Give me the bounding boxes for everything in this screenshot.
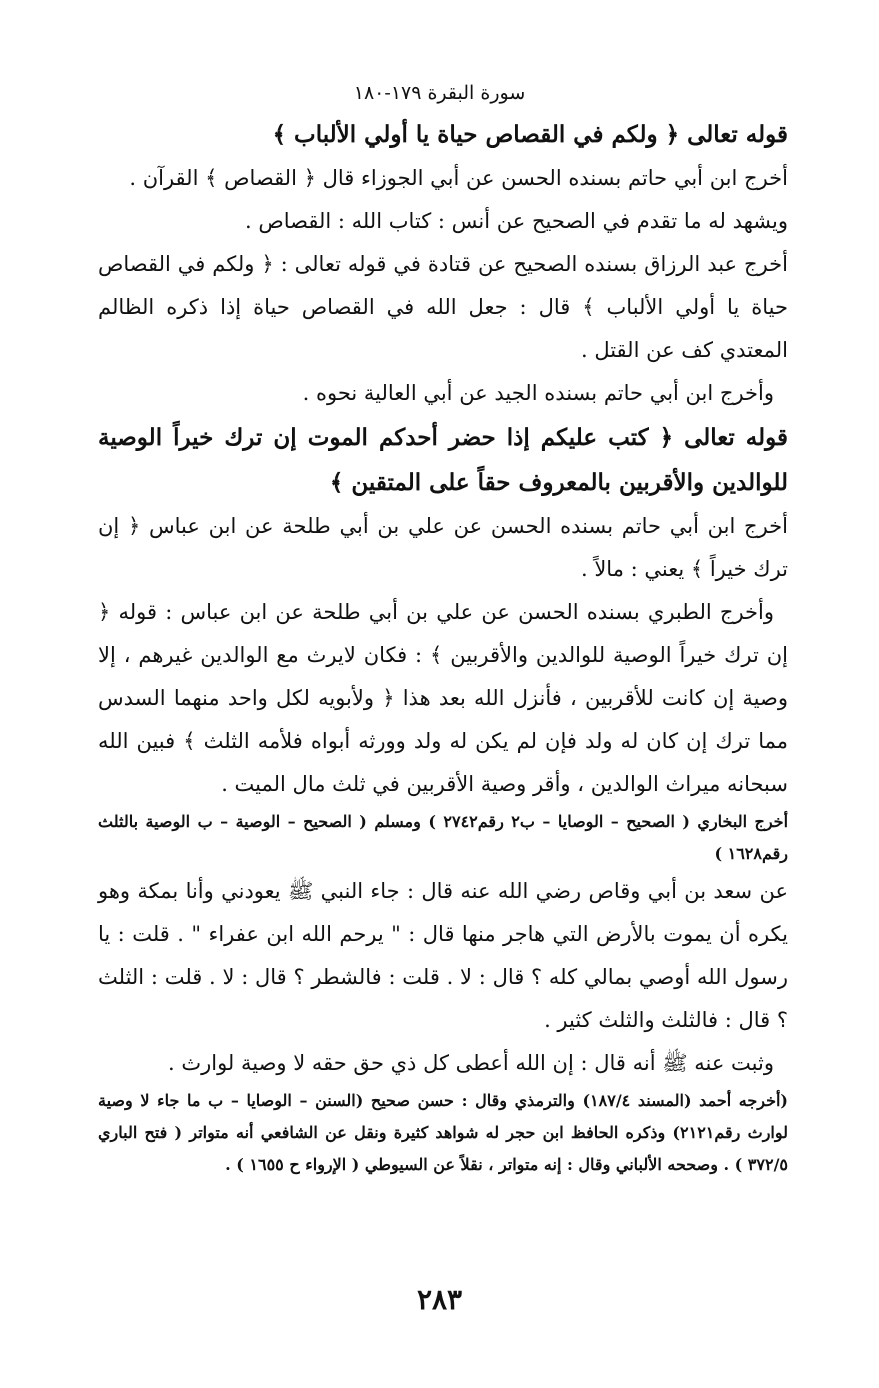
page-number: ٢٨٣	[416, 1283, 463, 1316]
paragraph: أخرج عبد الرزاق بسنده الصحيح عن قتادة في قوله تعالى : ﴿ ولكم في القصاص حياة يا أولي الألباب ﴾ قال : جعل الله في القصاص حياة إذا ذكره الظالم المعتدي كف عن القتل .	[98, 252, 788, 362]
page-body	[98, 112, 788, 1181]
verse-heading: قوله تعالى ﴿ كتب عليكم إذا حضر أحدكم الموت إن ترك خيراً الوصية للوالدين والأقربين بالمعروف حقاً على المتقين ﴾	[98, 424, 788, 496]
running-header: سورة البقرة ١٧٩-١٨٠	[353, 82, 526, 104]
paragraph: أخرج ابن أبي حاتم بسنده الحسن عن علي بن أبي طلحة عن ابن عباس ﴿ إن ترك خيراً ﴾ يعني : مالاً .	[98, 514, 788, 581]
verse-heading: قوله تعالى ﴿ ولكم في القصاص حياة يا أولي الألباب ﴾	[272, 121, 788, 148]
paragraph: أخرج ابن أبي حاتم بسنده الحسن عن أبي الجوزاء قال ﴿ القصاص ﴾ القرآن .	[129, 166, 788, 190]
paragraph: ويشهد له ما تقدم في الصحيح عن أنس : كتاب الله : القصاص .	[244, 209, 788, 233]
paragraph: وأخرج الطبري بسنده الحسن عن علي بن أبي طلحة عن ابن عباس : قوله ﴿ إن ترك خيراً الوصية للوالدين والأقربين ﴾ : فكان لايرث مع الوالدين غيرهم ، إلا وصية إن كانت للأقربين ، فأنزل الله بعد هذا ﴿ ولأبويه لكل واحد منهما السدس مما ترك إن كان له ولد فإن لم يكن له ولد وورثه أبواه فلأمه الثلث ﴾ فبين الله سبحانه ميراث الوالدين ، وأقر وصية الأقربين في ثلث مال الميت .	[98, 600, 788, 796]
paragraph: وأخرج ابن أبي حاتم بسنده الجيد عن أبي العالية نحوه .	[302, 381, 774, 405]
citation-note: (أخرجه أحمد (المسند ١٨٧/٤) والترمذي وقال : حسن صحيح (السنن – الوصايا – ب ما جاء لا وصية لوارث رقم٢١٢١) وذكره الحافظ ابن حجر له شواهد كثيرة ونقل عن الشافعي أنه متواتر ( فتح الباري ٣٧٢/٥ ) . وصححه الألباني وقال : إنه متواتر ، نقلاً عن السيوطي ( الإرواء ح ١٦٥٥ ) .	[98, 1091, 789, 1174]
paragraph: وثبت عنه ﷺ أنه قال : إن الله أعطى كل ذي حق حقه لا وصية لوارث .	[167, 1051, 774, 1075]
paragraph: عن سعد بن أبي وقاص رضي الله عنه قال : جاء النبي ﷺ يعودني وأنا بمكة وهو يكره أن يموت بالأرض التي هاجر منها قال : " يرحم الله ابن عفراء " . قلت : يا رسول الله أوصي بمالي كله ؟ قال : لا . قلت : فالشطر ؟ قال : لا . قلت : الثلث ؟ قال : فالثلث والثلث كثير .	[98, 879, 788, 1032]
citation-note: أخرج البخاري ( الصحيح – الوصايا – ب٢ رقم٢٧٤٢ ) ومسلم ( الصحيح – الوصية – ب الوصية بالثلث رقم١٦٢٨ )	[98, 812, 789, 863]
